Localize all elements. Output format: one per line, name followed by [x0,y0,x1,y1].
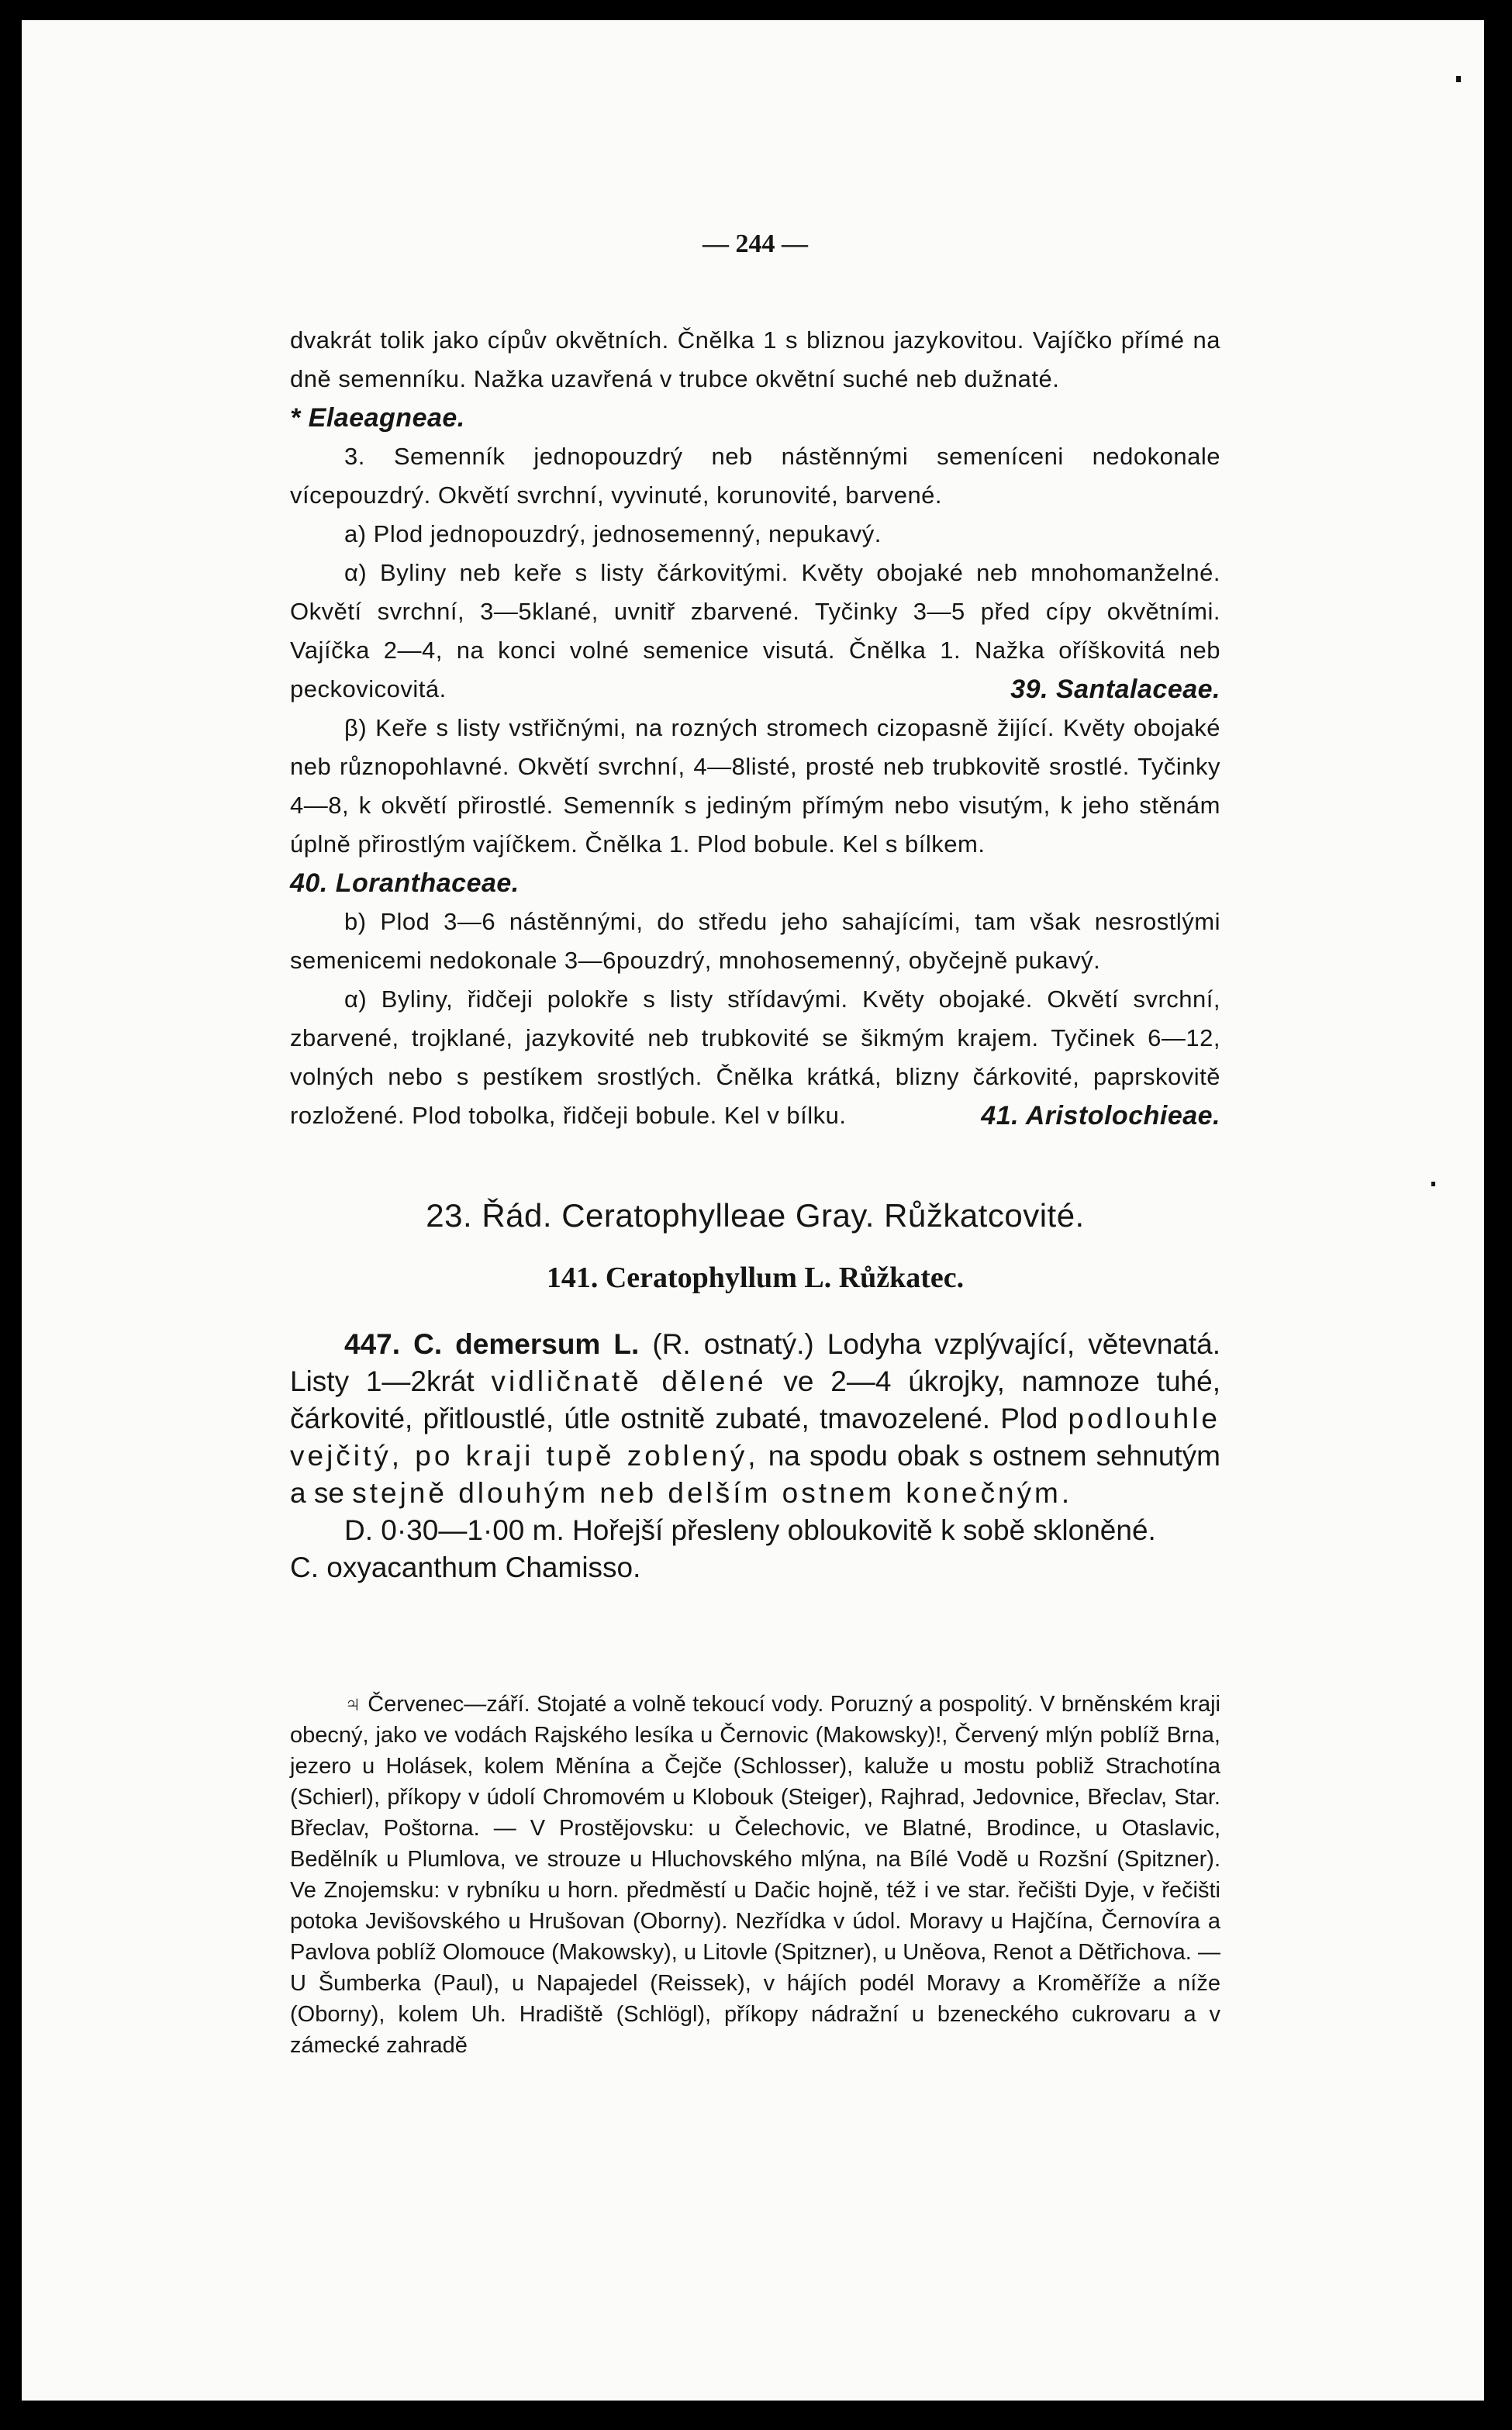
key-item-a: a) Plod jednopouzdrý, jednosemenný, nepukavý. [344,520,882,547]
key-item-alpha-2 [290,980,1220,1135]
key-text [290,321,1220,1135]
page-number: — 244 — [702,230,808,258]
species-text: na spodu obak s ostnem sehnutým a se [290,1440,1221,1509]
species-description [290,1326,1220,1586]
key-item-3: 3. Semenník jednopouzdrý neb nástěnnými semeníceni nedokonale vícepouzdrý. Okvětí svrchní, vyvinuté, korunovité, barvené. [290,443,1220,509]
alpha2-description: α) Byliny, řidčeji polokře s listy střídavými. Květy obojaké. Okvětí svrchní, zbarvené, trojklané, jazykovité neb trubkovité se šikmým krajem. Tyčinek 6—12, volných nebo s pestíkem srostlých. Čnělka krátká, blizny čárkovité, paprskovitě rozložené. Plod tobolka, řidčeji bobule. Kel v bílku. [290,985,1220,1129]
species-paragraph [290,1326,1220,1512]
species-spaced-text: vidličnatě dělené [491,1365,767,1397]
locality-paragraph: ♃ Červenec—září. Stojaté a volně tekoucí vody. Poruzný a pospolitý. V brněnském kraji obecný, jako ve vodách Rajského lesíka u Černovic (Makowsky)!, Červený mlýn poblíž Brna, jezero u Holásek, kolem Měnína a Čejče (Schlosser), kaluže u mostu pobliž Strachotína (Schierl), příkopy v údolí Chromovém u Klobouk (Steiger), Rajhrad, Jedovnice, Břeclav, Star. Břeclav, Poštorna. — V Prostějovsku: u Čelechovic, ve Blatné, Brodince, u Otaslavic, Bedělník u Plumlova, ve strouze u Hluchovského mlýna, na Bílé Vodě u Rozšní (Spitzner). Ve Znojemsku: v rybníku u horn. předměstí u Dačic hojně, též i ve star. řečišti Dyje, v řečišti potoka Jevišovského u Hrušovan (Oborny). Nezřídka v údol. Moravy u Hajčína, Černovíra a Pavlova poblíž Olomouce (Makowsky), u Litovle (Spitzner), u Uněova, Renot a Dětřichova. — U Šumberka (Paul), u Napajedel (Reissek), v hájích podél Moravy a Kroměříže a níže (Oborny), kolem Uh. Hradiště (Schlögl), příkopy nádražní u bzeneckého cukrovaru a v zámecké zahradě [290,1692,1220,2058]
alpha-description: α) Byliny neb keře s listy čárkovitými. Květy obojaké neb mnohomanželné. Okvětí svrchní, 3—5klané, uvnitř zbarvené. Tyčinky 3—5 před cípy okvětními. Vajíčka 2—4, na konci volné semenice visutá. Čnělka 1. Nažka oříškovitá neb peckovicovitá. [290,559,1220,702]
species-spaced-text: stejně dlouhým neb delším ostnem konečným. [352,1477,1073,1509]
scan-mark [1456,76,1461,82]
elaeagneae-description: dvakrát tolik jako cípův okvětních. Čnělka 1 s bliznou jazykovitou. Vajíčko přímé na dně semenníku. Nažka uzavřená v trubce okvětní suché neb dužnaté. [290,326,1220,392]
species-text: ve 2—4 úkrojky, namnoze tuhé, čárkovité, přitloustlé, útle ostnitě zubaté, tmavozelené. Plod [290,1365,1220,1434]
family-loranthaceae: 40. Loranthaceae. [290,868,520,898]
family-aristolochieae: 41. Aristolochieae. [981,1101,1220,1130]
key-item-beta: β) Keře s listy vstřičnými, na rozných stromech cizopasně žijící. Květy obojaké neb různopohlavné. Okvětí svrchní, 4—8listé, prosté neb trubkovitě srostlé. Tyčinky 4—8, k okvětí přirostlé. Semenník s jediným přímým nebo visutým, k jeho stěnám úplně přirostlým vajíčkem. Čnělka 1. Plod bobule. Kel s bílkem. [290,714,1220,858]
scan-mark [1431,1182,1435,1186]
variety-line: D. 0·30—1·00 m. Hořejší přesleny obloukovitě k sobě skloněné. [344,1514,1156,1546]
genus-heading: 141. Ceratophyllum L. Růžkatec. [546,1262,965,1294]
family-santalaceae: 39. Santalaceae. [1010,675,1220,704]
species-name: 447. C. demersum L. [344,1328,640,1360]
key-item-b: b) Plod 3—6 nástěnnými, do středu jeho sahajícími, tam však nesrostlými semenicemi nedokonale 3—6pouzdrý, mnohosemenný, obyčejně pukavý. [290,908,1220,974]
family-elaeagneae: * Elaeagneae. [290,403,465,433]
order-heading: 23. Řád. Ceratophylleae Gray. Růžkatcovité. [426,1197,1085,1234]
locality-text [290,1689,1220,2061]
key-item-alpha [290,554,1220,709]
synonym-line: C. oxyacanthum Chamisso. [290,1552,641,1583]
species-text: (R. ostnatý.) Lodyha vzplývající, větevnatá. Listy 1—2krát [290,1328,1220,1397]
book-page [22,20,1484,2401]
species-spaced-text: podlouhle vejčitý, po kraji tupě zoblený, [290,1403,1220,1472]
